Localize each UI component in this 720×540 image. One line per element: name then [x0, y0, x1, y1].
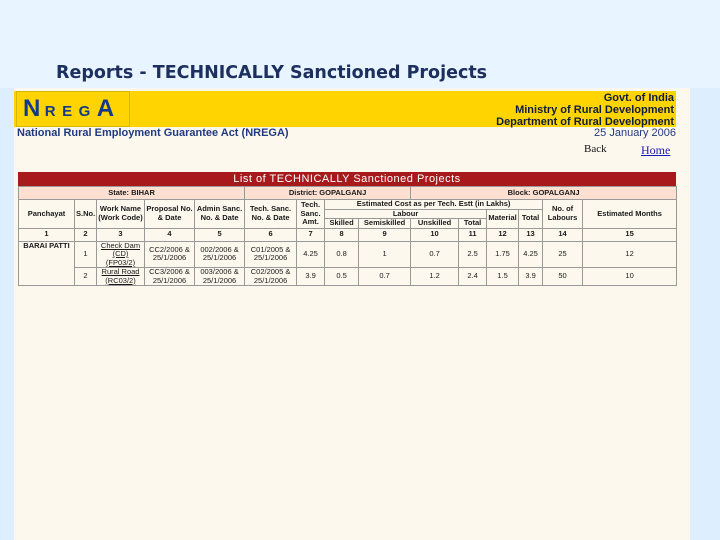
- ministry-block: [496, 92, 674, 128]
- table-row: [19, 241, 677, 268]
- report-table-container: [18, 172, 676, 286]
- right-border: [690, 88, 720, 540]
- logo-text: [23, 95, 114, 123]
- col-number: 1: [19, 228, 75, 241]
- col-no-labours: No. of Labours: [543, 200, 583, 229]
- cell-sno: 1: [75, 241, 97, 268]
- cell-admin: 002/2006 & 25/1/2006: [195, 241, 245, 268]
- table-row: [19, 268, 677, 286]
- col-proposal: Proposal No. & Date: [145, 200, 195, 229]
- cell-tech-amt: 4.25: [297, 241, 325, 268]
- col-number: 11: [459, 228, 487, 241]
- location-bar: [19, 187, 677, 200]
- cell-unskilled: 1.2: [411, 268, 459, 286]
- cell-labours: 50: [543, 268, 583, 286]
- cell-months: 12: [583, 241, 677, 268]
- col-number: 15: [583, 228, 677, 241]
- col-admin: Admin Sanc. No. & Date: [195, 200, 245, 229]
- cell-total: 4.25: [519, 241, 543, 268]
- col-number: 14: [543, 228, 583, 241]
- ministry-line: Ministry of Rural Development: [515, 104, 674, 116]
- col-unskilled: Unskilled: [411, 219, 459, 229]
- col-total: Total: [519, 209, 543, 228]
- header-row: [19, 200, 677, 210]
- col-sno: S.No.: [75, 200, 97, 229]
- report-window: [14, 88, 690, 540]
- cell-tech: C02/2005 & 25/1/2006: [245, 268, 297, 286]
- cell-material: 1.75: [487, 241, 519, 268]
- home-link[interactable]: Home: [641, 143, 671, 157]
- cell-semiskilled: 0.7: [359, 268, 411, 286]
- cell-tech-amt: 3.9: [297, 268, 325, 286]
- projects-table: [18, 186, 677, 286]
- col-tech: Tech. Sanc. No. & Date: [245, 200, 297, 229]
- column-number-row: [19, 228, 677, 241]
- cell-unskilled: 0.7: [411, 241, 459, 268]
- block-label: Block: GOPALGANJ: [411, 187, 677, 200]
- cell-labour-total: 2.4: [459, 268, 487, 286]
- department-line: Department of Rural Development: [496, 116, 674, 128]
- col-number: 5: [195, 228, 245, 241]
- cell-proposal: CC3/2006 & 25/1/2006: [145, 268, 195, 286]
- logo-letter-a: A: [96, 95, 115, 122]
- col-number: 13: [519, 228, 543, 241]
- current-date: 25 January 2006: [594, 127, 676, 139]
- col-number: 12: [487, 228, 519, 241]
- report-title: List of TECHNICALLY Sanctioned Projects: [18, 172, 676, 186]
- col-est-months: Estimated Months: [583, 200, 677, 229]
- cell-semiskilled: 1: [359, 241, 411, 268]
- logo-letter-g: G: [78, 103, 93, 120]
- logo-letter-n: N: [23, 95, 41, 122]
- col-number: 8: [325, 228, 359, 241]
- cell-labours: 25: [543, 241, 583, 268]
- col-labour: Labour: [325, 209, 487, 219]
- col-semiskilled: Semiskilled: [359, 219, 411, 229]
- col-tech-amt: Tech. Sanc. Amt.: [297, 200, 325, 229]
- cell-months: 10: [583, 268, 677, 286]
- slide-title: Reports - TECHNICALLY Sanctioned Projects: [56, 63, 488, 83]
- col-skilled: Skilled: [325, 219, 359, 229]
- panchayat-name: BARAI PATTI: [19, 241, 75, 286]
- district-label: District: GOPALGANJ: [245, 187, 411, 200]
- state-label: State: BIHAR: [19, 187, 245, 200]
- cell-labour-total: 2.5: [459, 241, 487, 268]
- cell-proposal: CC2/2006 & 25/1/2006: [145, 241, 195, 268]
- col-number: 6: [245, 228, 297, 241]
- left-border: [0, 88, 14, 540]
- cell-tech: C01/2005 & 25/1/2006: [245, 241, 297, 268]
- logo-letter-e: E: [62, 103, 75, 120]
- header-banner: [14, 91, 676, 127]
- cell-admin: 003/2006 & 25/1/2006: [195, 268, 245, 286]
- nrega-logo: [16, 91, 130, 127]
- work-name-link[interactable]: Check Dam (CD) (FP03/2): [97, 241, 145, 268]
- work-name-link[interactable]: Rural Road (RC03/2): [97, 268, 145, 286]
- col-number: 4: [145, 228, 195, 241]
- cell-skilled: 0.8: [325, 241, 359, 268]
- col-panchayat: Panchayat: [19, 200, 75, 229]
- col-material: Material: [487, 209, 519, 228]
- cell-material: 1.5: [487, 268, 519, 286]
- col-estimated-cost: Estimated Cost as per Tech. Estt (in Lakhs): [325, 200, 543, 210]
- col-labour-total: Total: [459, 219, 487, 229]
- act-title: National Rural Employment Guarantee Act (NREGA): [17, 127, 289, 139]
- cell-skilled: 0.5: [325, 268, 359, 286]
- col-number: 2: [75, 228, 97, 241]
- col-work-name: Work Name (Work Code): [97, 200, 145, 229]
- cell-total: 3.9: [519, 268, 543, 286]
- cell-sno: 2: [75, 268, 97, 286]
- logo-letter-r: R: [44, 103, 58, 120]
- col-number: 10: [411, 228, 459, 241]
- col-number: 7: [297, 228, 325, 241]
- col-number: 3: [97, 228, 145, 241]
- col-number: 9: [359, 228, 411, 241]
- govt-line: Govt. of India: [603, 92, 674, 104]
- back-link[interactable]: Back: [584, 143, 607, 155]
